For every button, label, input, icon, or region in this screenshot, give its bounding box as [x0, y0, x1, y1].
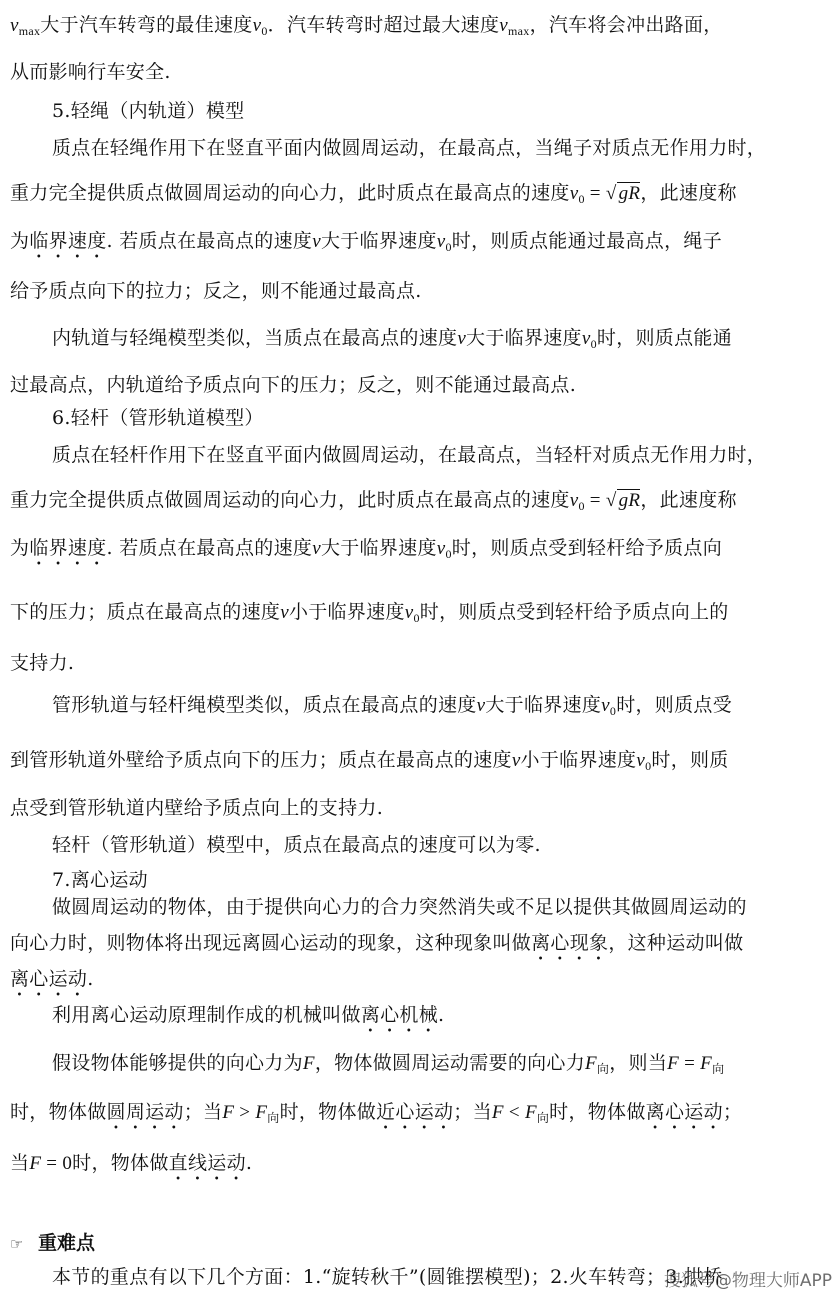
heading-7: 7.离心运动	[52, 869, 148, 891]
text-line: $v_{max}$大于汽车转弯的最佳速度$v_0$．汽车转弯时超过最大速度$v_{max}$，汽车将会冲出路面，	[10, 14, 723, 38]
text-line: 下的压力；质点在最高点的速度v小于临界速度$v_0$时，则质点受到轻杆给予质点向上的	[10, 601, 729, 625]
text-line: 质点在轻绳作用下在竖直平面内做圆周运动，在最高点，当绳子对质点无作用力时，	[52, 137, 767, 159]
text-line: 假设物体能够提供的向心力为F，物体做圆周运动需要的向心力$F_向$，则当$F = F_向$	[52, 1052, 725, 1076]
text-line: 时，物体做圆周运动；当$F > F_向$时，物体做近心运动；当$F < F_向$时，物体做离心运动；	[10, 1101, 743, 1125]
text-line: 为临界速度. 若质点在最高点的速度v大于临界速度$v_0$时，则质点受到轻杆给予质点向	[10, 537, 722, 561]
watermark: 搜狐号@物理大师APP	[663, 1271, 832, 1291]
heading-5: 5.轻绳（内轨道）模型	[52, 100, 245, 122]
text-line: 管形轨道与轻杆绳模型类似，质点在最高点的速度v大于临界速度$v_0$时，则质点受	[52, 694, 733, 718]
text-line: 本节的重点有以下几个方面：1.“旋转秋千”(圆锥摆模型)；2.火车转弯；3.拱桥	[52, 1266, 723, 1288]
text-line: 当F = 0时，物体做直线运动.	[10, 1152, 253, 1174]
text-line: 利用离心运动原理制作成的机械叫做离心机械.	[52, 1004, 445, 1026]
text-line: 到管形轨道外壁给予质点向下的压力；质点在最高点的速度v小于临界速度$v_0$时，则质	[10, 749, 729, 773]
text-line: 支持力.	[10, 652, 75, 674]
text-line: 做圆周运动的物体，由于提供向心力的合力突然消失或不足以提供其做圆周运动的	[52, 896, 747, 918]
pointing-hand-icon: ☞	[10, 1235, 24, 1253]
math-vmax: $v_{max}$	[10, 15, 41, 38]
text-line: 过最高点，内轨道给予质点向下的压力；反之，则不能通过最高点.	[10, 374, 577, 396]
text-line: 给予质点向下的拉力；反之，则不能通过最高点.	[10, 280, 422, 302]
section-heading: ☞ 重难点	[10, 1232, 96, 1254]
heading-6: 6.轻杆（管形轨道模型）	[52, 407, 264, 429]
text-line: 向心力时，则物体将出现远离圆心运动的现象，这种现象叫做离心现象，这种运动叫做	[10, 932, 744, 954]
text-line: 内轨道与轻绳模型类似，当质点在最高点的速度v大于临界速度$v_0$时，则质点能通	[52, 327, 733, 351]
text-line: 轻杆（管形轨道）模型中，质点在最高点的速度可以为零.	[52, 834, 541, 856]
text-line: 为临界速度. 若质点在最高点的速度v大于临界速度$v_0$时，则质点能通过最高点，绳子	[10, 230, 722, 254]
text-line: 点受到管形轨道内壁给予质点向上的支持力.	[10, 797, 384, 819]
text-line: 重力完全提供质点做圆周运动的向心力，此时质点在最高点的速度$v_0$ = √ gR，此速度称	[10, 489, 737, 513]
text-line: 重力完全提供质点做圆周运动的向心力，此时质点在最高点的速度$v_0$ = √ gR，此速度称	[10, 182, 737, 206]
text-line: 质点在轻杆作用下在竖直平面内做圆周运动，在最高点，当轻杆对质点无作用力时，	[52, 444, 767, 466]
text-line: 从而影响行车安全.	[10, 61, 171, 83]
text-line: 离心运动.	[10, 968, 94, 990]
